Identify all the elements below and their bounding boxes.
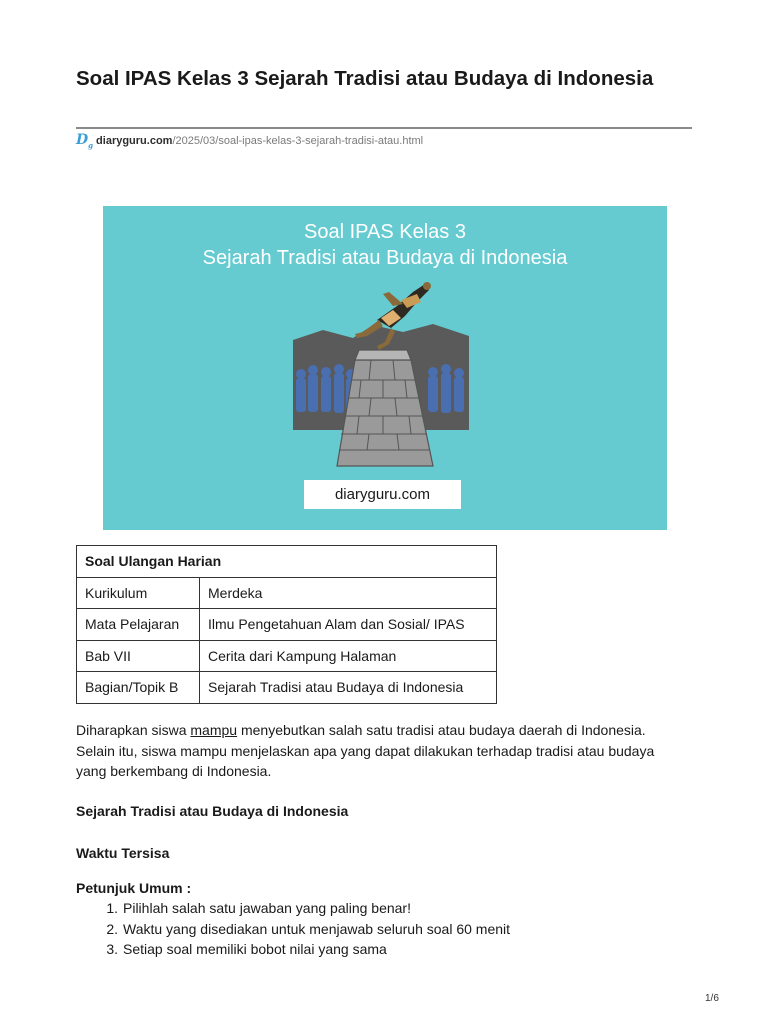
list-item: 1. Pilihlah salah satu jawaban yang paling benar! xyxy=(106,900,411,916)
underlined-word: mampu xyxy=(190,722,238,738)
source-line xyxy=(76,132,423,150)
title-divider xyxy=(76,127,692,129)
stone-jumping-illustration xyxy=(293,280,469,470)
timer-label: Waktu Tersisa xyxy=(76,845,170,861)
table-cell-value: Ilmu Pengetahuan Alam dan Sosial/ IPAS xyxy=(200,609,497,641)
banner-image xyxy=(103,206,667,530)
banner-title-line1: Soal IPAS Kelas 3 xyxy=(304,221,466,243)
table-cell-key: Kurikulum xyxy=(77,577,200,609)
table-cell-value: Cerita dari Kampung Halaman xyxy=(200,640,497,672)
table-cell-key: Mata Pelajaran xyxy=(77,609,200,641)
list-item: 3. Setiap soal memiliki bobot nilai yang sama xyxy=(106,941,387,957)
table-row xyxy=(77,609,497,641)
source-path: /2025/03/soal-ipas-kelas-3-sejarah-tradisi-atau.html xyxy=(172,134,424,147)
table-row xyxy=(77,577,497,609)
instructions-list xyxy=(98,898,510,960)
info-table xyxy=(76,545,497,704)
page-number: 1/6 xyxy=(705,993,719,1004)
table-cell-value: Merdeka xyxy=(200,577,497,609)
instructions-heading: Petunjuk Umum : xyxy=(76,880,192,896)
banner-title-line2: Sejarah Tradisi atau Budaya di Indonesia xyxy=(202,247,568,269)
table-row xyxy=(77,672,497,704)
source-link[interactable] xyxy=(96,135,423,147)
table-row xyxy=(77,640,497,672)
table-cell-key: Bagian/Topik B xyxy=(77,672,200,704)
info-table-header-row xyxy=(77,546,497,578)
diaryguru-logo-icon: $D_g$ xyxy=(76,132,94,150)
table-cell-key: Bab VII xyxy=(77,640,200,672)
section-title: Sejarah Tradisi atau Budaya di Indonesia xyxy=(76,803,349,819)
list-item: 2. Waktu yang disediakan untuk menjawab seluruh soal 60 menit xyxy=(106,920,511,937)
banner-brand-label: diaryguru.com xyxy=(304,480,461,509)
table-cell-value: Sejarah Tradisi atau Budaya di Indonesia xyxy=(200,672,497,704)
info-table-header: Soal Ulangan Harian xyxy=(77,546,497,578)
intro-paragraph: Diharapkan siswa mampu menyebutkan salah satu tradisi atau budaya daerah di Indonesia. Selain itu, siswa mampu menjelaskan apa yang dapat dilakukan terhadap tradisi atau budaya yang berkembang di Indonesia. xyxy=(76,722,655,779)
page-title: Soal IPAS Kelas 3 Sejarah Tradisi atau Budaya di Indonesia xyxy=(76,67,654,90)
source-domain: diaryguru.com xyxy=(96,134,173,147)
